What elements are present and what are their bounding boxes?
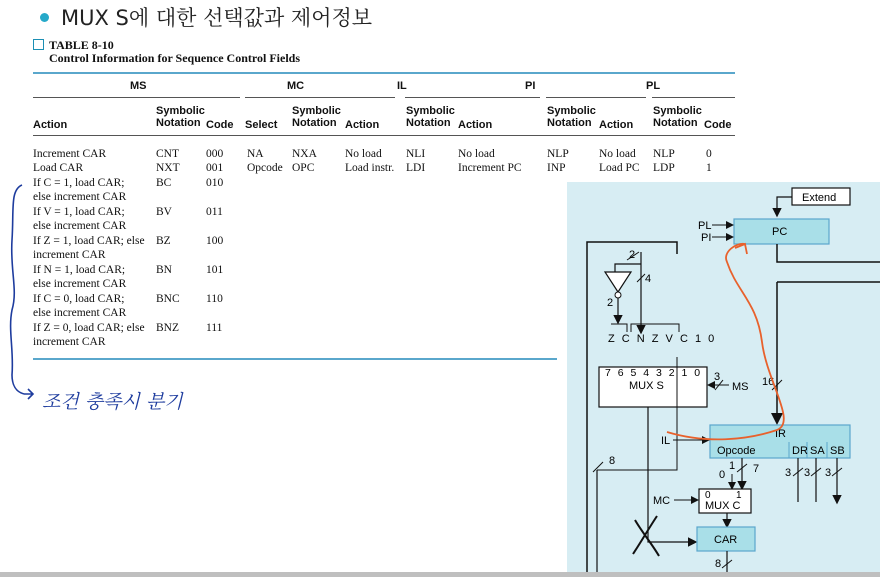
col-pi-symbolic: Symbolic Notation <box>547 105 596 129</box>
mc-select: Opcode <box>247 162 283 174</box>
table-number: TABLE 8-10 <box>49 38 114 52</box>
ms-code: 110 <box>206 293 223 305</box>
col-select: Select <box>245 119 278 131</box>
slide-title <box>40 2 372 32</box>
il-label: IL <box>661 435 671 447</box>
mux-c-label: MUX C <box>705 500 741 512</box>
il-under-rule <box>405 97 540 98</box>
group-pi: PI <box>525 80 536 92</box>
w1-label: 1 <box>729 460 736 472</box>
bus-2-label: 2 <box>629 249 636 261</box>
ms-action: If Z = 1, load CAR; else increment CAR <box>33 235 145 261</box>
flags-label: Z C N Z V C 1 0 <box>608 333 717 345</box>
group-mc: MC <box>287 80 305 92</box>
ms-code: 101 <box>206 264 224 276</box>
w8a-label: 8 <box>609 455 616 467</box>
col-action: Action <box>33 119 68 131</box>
extend-label: Extend <box>802 192 837 204</box>
pl-action: No load <box>599 148 636 160</box>
muxc-1: 1 <box>736 490 742 501</box>
inverter-icon <box>605 272 631 292</box>
dr-width: 3 <box>785 467 792 479</box>
ms-code: 100 <box>206 235 224 247</box>
w0-label: 0 <box>719 469 726 481</box>
col-il-symbolic: Symbolic Notation <box>406 105 455 129</box>
pc-label: PC <box>772 226 788 238</box>
ms-symbolic: BNC <box>156 293 180 305</box>
table-heading <box>33 39 300 65</box>
ms-action: If V = 1, load CAR; else increment CAR <box>33 206 127 232</box>
ms-action: If C = 1, load CAR; else increment CAR <box>33 177 127 203</box>
handwritten-note: 조건 충족시 분기 <box>42 391 183 413</box>
control-diagram <box>567 182 880 572</box>
ms-label: MS <box>732 381 749 393</box>
pl-symbolic: LDP <box>653 162 675 174</box>
ms-symbolic: BC <box>156 177 172 189</box>
ms-action: If N = 1, load CAR; else increment CAR <box>33 264 127 290</box>
ms-action: If Z = 0, load CAR; else increment CAR <box>33 322 145 348</box>
ms-symbolic: BV <box>156 206 172 218</box>
pi-symbolic: NLP <box>547 148 569 160</box>
dr-label: DR <box>792 445 808 457</box>
slide-title-text: MUX S에 대한 선택값과 제어정보 <box>61 6 373 30</box>
ms-under-rule <box>33 97 240 98</box>
bus-4-label: 4 <box>645 273 652 285</box>
bullet-icon <box>40 13 49 22</box>
ms-symbolic: NXT <box>156 162 180 174</box>
col-pl-symbolic: Symbolic Notation <box>653 105 702 129</box>
pl-symbolic: NLP <box>653 148 675 160</box>
bottom-border <box>0 572 880 577</box>
muxc-0: 0 <box>705 490 711 501</box>
il-symbolic: NLI <box>406 148 426 160</box>
opcode-label: Opcode <box>717 445 756 457</box>
col-mc-symbolic: Symbolic Notation <box>292 105 341 129</box>
sa-width: 3 <box>804 467 811 479</box>
pi-action: No load <box>458 148 495 160</box>
col-ms-symbolic: Symbolic Notation <box>156 105 205 129</box>
pi-label: PI <box>701 232 712 244</box>
col-pl-code: Code <box>704 119 732 131</box>
il-symbolic: LDI <box>406 162 426 174</box>
mux-s-label: MUX S <box>629 380 664 392</box>
mc-label: MC <box>653 495 671 507</box>
group-il: IL <box>397 80 407 92</box>
mux-s-inputs: 7 6 5 4 3 2 1 0 <box>605 367 703 379</box>
mc-select: NA <box>247 148 264 160</box>
ms-code: 111 <box>206 322 223 334</box>
il-action: Load instr. <box>345 162 395 174</box>
col-pi-action: Action <box>599 119 634 131</box>
header-bottom-rule <box>33 135 735 136</box>
handwritten-brace <box>0 180 40 410</box>
ms-action: If C = 0, load CAR; else increment CAR <box>33 293 127 319</box>
ms-action: Load CAR <box>33 162 84 174</box>
car-label: CAR <box>714 534 738 546</box>
ms-symbolic: BNZ <box>156 322 179 334</box>
square-icon <box>33 39 44 50</box>
pl-label: PL <box>698 220 712 232</box>
ms-action: Increment CAR <box>33 148 107 160</box>
col-il-action: Action <box>458 119 493 131</box>
group-pl: PL <box>646 80 661 92</box>
table-top-rule <box>33 72 735 74</box>
group-ms: MS <box>130 80 147 92</box>
ms-symbolic: BN <box>156 264 172 276</box>
mc-symbolic: OPC <box>292 162 315 174</box>
col-mc-action: Action <box>345 119 380 131</box>
sb-width: 3 <box>825 467 832 479</box>
pl-code: 1 <box>706 162 712 174</box>
pi-symbolic: INP <box>547 162 566 174</box>
pl-code: 0 <box>706 148 712 160</box>
sa-label: SA <box>810 445 825 457</box>
w8b-label: 8 <box>715 558 722 570</box>
ms-code: 010 <box>206 177 224 189</box>
pl-action: Load PC <box>599 162 640 174</box>
table-caption: Control Information for Sequence Control Fields <box>49 51 300 65</box>
table-bottom-rule <box>33 358 557 360</box>
ms-code: 000 <box>206 148 224 160</box>
sb-label: SB <box>830 445 845 457</box>
mc-symbolic: NXA <box>292 148 317 160</box>
ir-width-label: 16 <box>762 376 775 388</box>
pi-action: Increment PC <box>458 162 522 174</box>
diagram-svg <box>567 182 880 572</box>
mc-under-rule <box>245 97 395 98</box>
ir-label: IR <box>775 428 786 440</box>
ms-symbolic: CNT <box>156 148 179 160</box>
ms-symbolic: BZ <box>156 235 171 247</box>
ms-width-label: 3 <box>714 371 721 383</box>
ms-code: 001 <box>206 162 224 174</box>
ms-code: 011 <box>206 206 223 218</box>
pi-under-rule <box>546 97 646 98</box>
w7-label: 7 <box>753 463 760 475</box>
pl-under-rule <box>652 97 735 98</box>
col-ms-code: Code <box>206 119 234 131</box>
bus-2b-label: 2 <box>607 297 614 309</box>
il-action: No load <box>345 148 382 160</box>
